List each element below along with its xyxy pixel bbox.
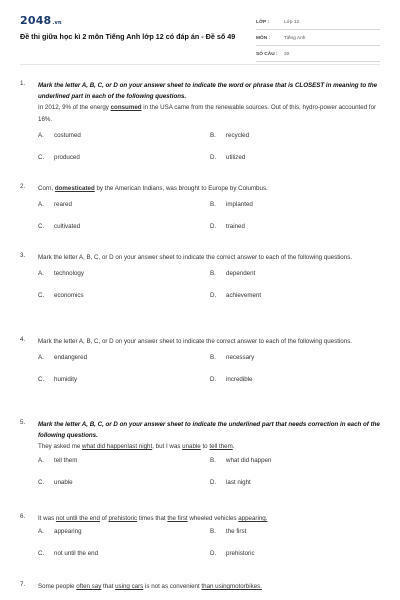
option-text: trained [226,223,245,231]
logo-suffix: .vn [52,20,62,26]
question-text [38,336,380,347]
question-stem [38,513,380,524]
stem-text: Some people [38,583,77,590]
option-text: incredible [226,376,253,384]
question-stem [38,102,380,124]
option-letter: C. [38,223,45,231]
question-text [38,513,380,524]
answer-options [38,266,380,310]
question-text [38,581,380,592]
option-text: cultivated [54,223,81,231]
option-letter: B. [210,131,216,139]
option-b[interactable] [210,132,249,139]
answer-options [38,197,380,241]
option-d[interactable] [210,550,255,557]
stem-text: to [200,443,210,451]
option-letter: C. [38,478,45,486]
option-row [38,546,380,568]
option-letter: C. [38,376,45,384]
option-text: implanted [226,201,253,209]
option-letter: A. [38,456,44,464]
answer-options [38,453,380,497]
option-d[interactable] [210,376,252,383]
stem-underlined: prehistoric [108,515,138,522]
meta-row-class [256,14,380,30]
option-d[interactable] [210,223,245,230]
question-instruction: Mark the letter A, B, C, or D on your answer sheet to indicate the word or phrase that is CLOSEST in meaning to the underlined part in each of the following questions. [38,82,378,101]
stem-underlined: domesticated [54,185,95,192]
option-letter: B. [210,354,216,362]
option-text: tell them [54,456,78,464]
question-number: 2. [20,183,26,190]
question-number: 7. [20,581,26,588]
option-letter: D. [210,478,217,486]
stem-text: They asked me [38,443,83,451]
option-text: dependent [226,270,256,278]
stem-underlined: often say [76,583,102,590]
option-text: technology [54,270,84,278]
option-b[interactable] [210,270,255,277]
option-text: unable [54,478,73,486]
meta-value: Lớp 12 [284,20,300,25]
question-number: 5. [20,419,26,426]
option-letter: D. [210,223,217,231]
stem-text: It was [38,515,56,522]
option-row [38,266,380,288]
question-1 [20,80,380,172]
option-letter: D. [210,376,217,384]
option-c[interactable] [38,479,73,486]
option-row [38,150,380,172]
stem-text: that [101,583,116,590]
option-a[interactable] [38,354,87,361]
stem-text: , but I was [152,443,183,451]
option-letter: B. [210,528,216,536]
option-letter: A. [38,354,44,362]
option-text: endangered [54,354,88,362]
question-3 [20,252,380,310]
question-number: 3. [20,252,26,259]
option-row [38,475,380,497]
answer-options [38,128,380,172]
option-text: achievement [226,292,262,300]
option-text: recycled [226,131,250,139]
question-number: 6. [20,513,26,520]
option-text: necessary [226,354,255,362]
question-stem [38,441,380,452]
option-c[interactable] [38,550,98,557]
stem-underlined: using cars [115,583,144,590]
option-d[interactable] [210,154,245,161]
option-row [38,219,380,241]
question-6 [20,513,380,568]
question-text [38,252,380,263]
option-d[interactable] [210,479,251,486]
stem-text: wheeled vehicles [187,515,239,522]
option-text: what did happen [226,456,272,464]
option-a[interactable] [38,201,72,208]
option-letter: C. [38,292,45,300]
stem-underlined: what did happenlast night [82,443,153,451]
option-row [38,350,380,372]
question-text [38,80,380,125]
option-letter: D. [210,550,217,558]
option-row [38,524,380,546]
option-letter: C. [38,550,45,558]
option-c[interactable] [38,376,77,383]
option-a[interactable] [38,270,84,277]
meta-row-subject [256,30,380,46]
stem-text: in the USA came from the renewable sources. Out of this, hydro-power accounted for 16%. [38,104,377,123]
option-letter: A. [38,131,44,139]
question-number: 4. [20,336,26,343]
option-a[interactable] [38,528,82,535]
question-stem [38,581,380,592]
question-4 [20,336,380,394]
page-header [0,0,400,60]
stem-underlined: unable [182,443,201,451]
stem-text: of [99,515,109,522]
option-text: not until the end [54,550,99,558]
option-letter: D. [210,292,217,300]
option-letter: A. [38,528,44,536]
answer-options [38,524,380,568]
option-text: costumed [54,131,81,139]
option-b[interactable] [210,528,246,535]
meta-value: Tiếng Anh [284,36,306,41]
stem-underlined: tell them [209,443,233,451]
option-text: last night [226,478,251,486]
option-letter: B. [210,456,216,464]
stem-underlined: the first [167,515,188,522]
question-text [38,419,380,453]
option-c[interactable] [38,223,80,230]
option-letter: A. [38,201,44,209]
option-b[interactable] [210,457,271,464]
option-letter: B. [210,201,216,209]
option-text: reared [54,201,72,209]
option-text: the first [226,528,247,536]
option-text: humidity [54,376,78,384]
option-letter: D. [210,153,217,161]
question-stem: Mark the letter A, B, C, or D on your answer sheet to indicate the correct answer to each of the following questions. [38,254,353,261]
question-text [38,183,380,194]
option-row [38,372,380,394]
option-c[interactable] [38,154,80,161]
answer-options [38,350,380,394]
meta-label: MÔN : [256,36,271,41]
option-a[interactable] [38,132,81,139]
stem-underlined: not until the end [55,515,100,522]
option-b[interactable] [210,354,254,361]
stem-underlined: appearing. [238,515,268,522]
stem-text: by the American Indians, was brought to Europe by Columbus. [94,185,268,192]
option-text: produced [54,153,80,161]
option-text: prehistoric [226,550,255,558]
meta-label: LỚP : [256,20,270,25]
stem-text: In 2012, 9% of the energy [38,104,111,112]
stem-text: is not as convenient [143,583,202,590]
question-stem [38,183,380,194]
option-text: appearing [54,528,82,536]
exam-title: Đề thi giữa học kì 2 môn Tiếng Anh lớp 12 có đáp án - Đề số 49 [20,32,236,41]
option-a[interactable] [38,457,77,464]
option-text: economics [54,292,84,300]
meta-row-count [256,46,380,62]
stem-underlined: than usingmotorbikes. [201,583,262,590]
option-letter: B. [210,270,216,278]
stem-underlined: consumed [110,104,142,112]
header-divider [20,64,380,65]
option-text: utilized [226,153,246,161]
stem-text: Corn, [38,185,55,192]
option-row [38,128,380,150]
question-2 [20,183,380,241]
question-7 [20,581,380,592]
logo-text: 2048 [20,14,52,27]
option-row [38,288,380,310]
question-instruction: Mark the letter A, B, C, or D on your answer sheet to indicate the underlined part that needs correction in each of the following questions. [38,421,380,440]
stem-text: . [232,443,235,451]
option-row [38,453,380,475]
site-logo[interactable] [20,14,62,27]
question-stem: Mark the letter A, B, C, or D on your answer sheet to indicate the correct answer to each of the following questions. [38,338,353,345]
option-letter: C. [38,153,45,161]
option-c[interactable] [38,292,84,299]
option-b[interactable] [210,201,253,208]
option-row [38,197,380,219]
question-number: 1. [20,80,26,87]
option-letter: A. [38,270,44,278]
option-d[interactable] [210,292,261,299]
question-5 [20,419,380,497]
exam-meta [256,14,380,62]
meta-label: SỐ CÂU : [256,52,278,57]
stem-text: times that [137,515,168,522]
meta-value: 20 [284,52,290,57]
